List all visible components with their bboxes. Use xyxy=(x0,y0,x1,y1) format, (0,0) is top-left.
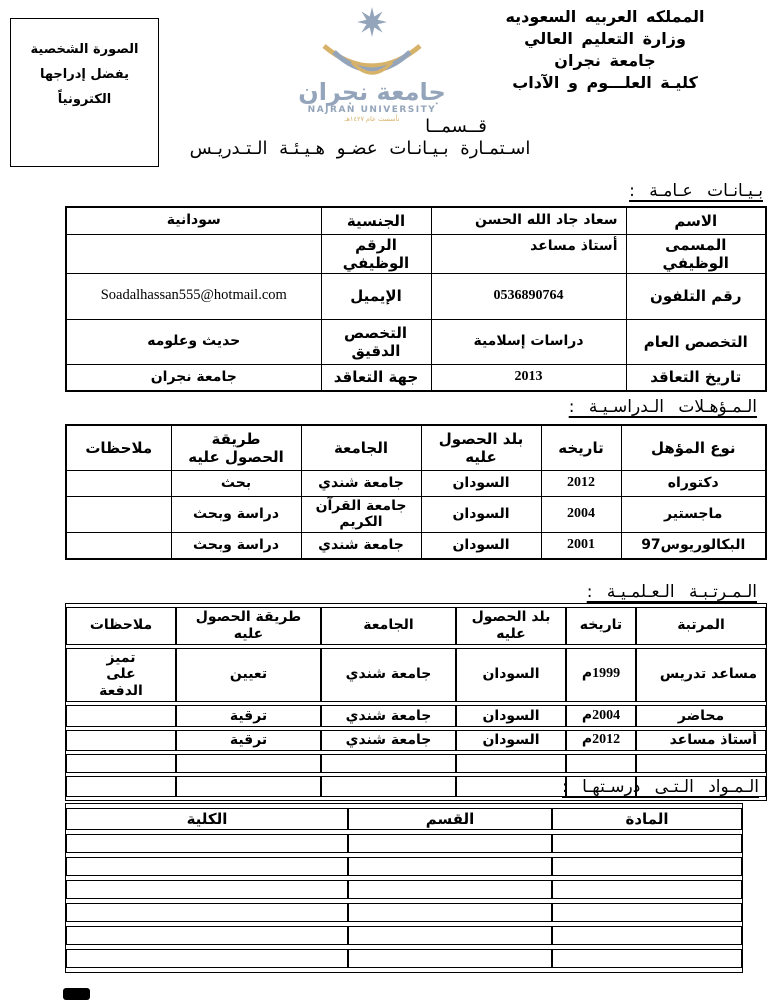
cell-rank: مساعد تدريس xyxy=(636,648,766,702)
doc-title-main: اسـتمـارة بـيـانـات عضـو هـيـئـة الـتـدريـس xyxy=(189,138,531,159)
rank-header-country: بلد الحصول عليه xyxy=(456,607,566,645)
cell-subject xyxy=(552,857,742,876)
logo-english-name: NAJRAN UNIVERSITY xyxy=(307,105,437,115)
qual-header-university: الجامعة xyxy=(301,425,421,470)
job-title-label: المسمى الوظيفي xyxy=(626,234,766,273)
cell-degree: البكالوريوس97 xyxy=(621,533,766,559)
table-row xyxy=(66,648,766,702)
logo-arabic-name: جامعة نجران xyxy=(298,78,446,106)
cell-date: 2012 xyxy=(541,470,621,496)
rank-header-rank: المرتبة xyxy=(636,607,766,645)
table-header-row xyxy=(66,425,766,470)
cell-rank: محاضر xyxy=(636,705,766,727)
cell-university: جامعة القرآن الكريم xyxy=(301,496,421,533)
subjects-header-college: الكلية xyxy=(66,808,348,830)
cell-notes xyxy=(66,754,176,773)
general-specialty-label: التخصص العام xyxy=(626,319,766,364)
photo-box-line2: يفضل إدراجها الكترونياً xyxy=(39,67,130,107)
table-row xyxy=(66,207,766,234)
letterhead xyxy=(440,6,770,94)
cell-method: تعيين xyxy=(176,648,321,702)
table-row xyxy=(66,857,742,876)
table-row xyxy=(66,364,766,391)
qual-header-degree: نوع المؤهل xyxy=(621,425,766,470)
subjects-header-subject: المادة xyxy=(552,808,742,830)
general-specialty-value: دراسات إسلامية xyxy=(431,319,626,364)
letterhead-college: كليـة العلـــوم و الآداب xyxy=(512,73,698,92)
table-row xyxy=(66,533,766,559)
phone-value: 0536890764 xyxy=(431,273,626,319)
qual-header-date: تاريخه xyxy=(541,425,621,470)
subjects-table xyxy=(65,803,743,973)
photo-box-line1: الصورة الشخصية xyxy=(30,42,139,58)
cell-method: ترقية xyxy=(176,705,321,727)
rank-header-notes: ملاحظات xyxy=(66,607,176,645)
rank-header-method: طريقة الحصول عليه xyxy=(176,607,321,645)
cell-university xyxy=(321,776,456,797)
cell-country xyxy=(456,776,566,797)
cell-date: 2012م xyxy=(566,730,636,751)
cell-subject xyxy=(552,926,742,945)
rank-table xyxy=(65,603,767,801)
table-header-row xyxy=(66,607,766,645)
minor-specialty-value: حديث وعلومه xyxy=(66,319,321,364)
section-heading-rank: الـمـرتـبـة الـعـلمـيـة : xyxy=(586,582,757,602)
cell-subject xyxy=(552,834,742,853)
letterhead-ministry: وزارة التعليم العالي xyxy=(524,29,686,48)
contract-date-label: تاريخ التعاقد xyxy=(626,364,766,391)
section-heading-qualifications: الـمـؤهـلات الـدراسـيـة : xyxy=(568,397,757,417)
table-row xyxy=(66,926,742,945)
minor-specialty-label: التخصص الدقيق xyxy=(321,319,431,364)
table-row xyxy=(66,234,766,273)
cell-country: السودان xyxy=(421,533,541,559)
cell-department xyxy=(348,926,552,945)
logo-star-icon xyxy=(357,7,387,37)
footer-mark xyxy=(63,988,90,1000)
photo-placeholder-box xyxy=(10,18,159,167)
university-logo xyxy=(296,0,448,128)
logo-founded-note: تأسست عام ١٤٢٧هـ xyxy=(344,115,400,123)
cell-college xyxy=(66,857,348,876)
cell-method: بحث xyxy=(171,470,301,496)
phone-label: رقم التلفون xyxy=(626,273,766,319)
cell-department xyxy=(348,903,552,922)
cell-department xyxy=(348,949,552,968)
cell-college xyxy=(66,834,348,853)
cell-date: 2004 xyxy=(541,496,621,533)
table-row xyxy=(66,903,742,922)
section-heading-general: بـيـانـات عـامـة : xyxy=(629,181,763,201)
employee-number-label: الرقم الوظيفي xyxy=(321,234,431,273)
nationality-value: سودانية xyxy=(66,207,321,234)
cell-notes xyxy=(66,730,176,751)
cell-rank xyxy=(636,754,766,773)
cell-date: 2001 xyxy=(541,533,621,559)
cell-notes xyxy=(66,776,176,797)
cell-department xyxy=(348,880,552,899)
cell-department xyxy=(348,834,552,853)
cell-method: ترقية xyxy=(176,730,321,751)
contract-date-value: 2013 xyxy=(431,364,626,391)
cell-degree: دكتوراه xyxy=(621,470,766,496)
cell-department xyxy=(348,857,552,876)
cell-university: جامعة شندي xyxy=(301,533,421,559)
cell-college xyxy=(66,949,348,968)
cell-method xyxy=(176,776,321,797)
cell-subject xyxy=(552,880,742,899)
qual-header-country: بلد الحصول عليه xyxy=(421,425,541,470)
table-row xyxy=(66,470,766,496)
cell-notes xyxy=(66,705,176,727)
cell-country: السودان xyxy=(421,496,541,533)
qualifications-table xyxy=(65,424,767,560)
rank-header-date: تاريخه xyxy=(566,607,636,645)
table-row xyxy=(66,273,766,319)
general-info-table xyxy=(65,206,767,392)
doc-title-department: قــسمــا xyxy=(425,116,487,137)
cell-subject xyxy=(552,949,742,968)
qual-header-notes: ملاحظات xyxy=(66,425,171,470)
table-header-row xyxy=(66,808,742,830)
cell-college xyxy=(66,926,348,945)
section-heading-subjects: الـمـواد الـتـى درسـتهـا : xyxy=(562,777,759,797)
cell-country: السودان xyxy=(456,648,566,702)
cell-country: السودان xyxy=(421,470,541,496)
email-label: الإيميل xyxy=(321,273,431,319)
cell-university: جامعة شندي xyxy=(321,705,456,727)
cell-rank: أستاذ مساعد xyxy=(636,730,766,751)
cell-notes xyxy=(66,533,171,559)
cell-notes: تميز على الدفعة xyxy=(66,648,176,702)
table-row xyxy=(66,705,766,727)
cell-notes xyxy=(66,496,171,533)
table-row xyxy=(66,754,766,773)
cell-university xyxy=(321,754,456,773)
cell-college xyxy=(66,903,348,922)
cell-university: جامعة شندي xyxy=(321,648,456,702)
table-row xyxy=(66,834,742,853)
cell-degree: ماجستير xyxy=(621,496,766,533)
cell-college xyxy=(66,880,348,899)
cell-date xyxy=(566,754,636,773)
letterhead-country: المملكه العربيه السعوديه xyxy=(505,7,705,26)
table-row xyxy=(66,730,766,751)
table-row xyxy=(66,949,742,968)
rank-header-university: الجامعة xyxy=(321,607,456,645)
cell-university: جامعة شندي xyxy=(301,470,421,496)
cell-country: السودان xyxy=(456,705,566,727)
subjects-header-department: القسم xyxy=(348,808,552,830)
email-value: Soadalhassan555@hotmail.com xyxy=(66,273,321,319)
qual-header-method: طريقة الحصول عليه xyxy=(171,425,301,470)
cell-method xyxy=(176,754,321,773)
employee-number-value xyxy=(66,234,321,273)
cell-subject xyxy=(552,903,742,922)
job-title-value: أستاذ مساعد xyxy=(431,234,626,273)
cell-country xyxy=(456,754,566,773)
cell-method: دراسة وبحث xyxy=(171,496,301,533)
contract-authority-label: جهة التعاقد xyxy=(321,364,431,391)
letterhead-university: جامعة نجران xyxy=(554,51,656,70)
table-row xyxy=(66,880,742,899)
cell-method: دراسة وبحث xyxy=(171,533,301,559)
cell-country: السودان xyxy=(456,730,566,751)
nationality-label: الجنسية xyxy=(321,207,431,234)
name-label: الاسم xyxy=(626,207,766,234)
cell-date: 2004م xyxy=(566,705,636,727)
table-row xyxy=(66,319,766,364)
cell-date: 1999م xyxy=(566,648,636,702)
contract-authority-value: جامعة نجران xyxy=(66,364,321,391)
table-row xyxy=(66,496,766,533)
cell-university: جامعة شندي xyxy=(321,730,456,751)
cell-notes xyxy=(66,470,171,496)
university-logo-icon xyxy=(296,0,448,128)
name-value: سعاد جاد الله الحسن xyxy=(431,207,626,234)
